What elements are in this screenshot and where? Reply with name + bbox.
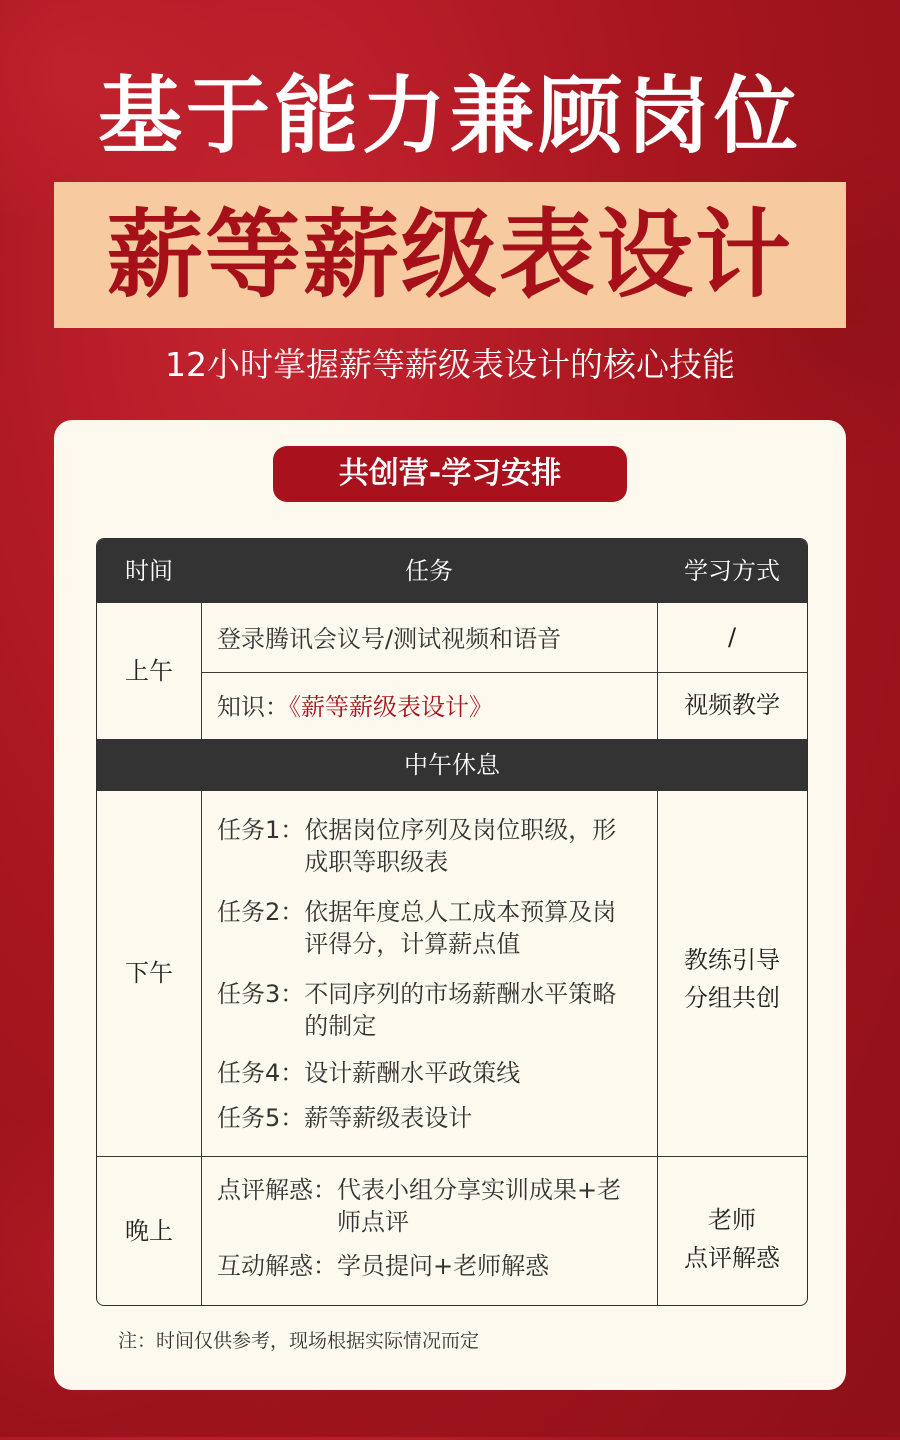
mode-cell: / bbox=[727, 623, 737, 651]
mode-cell: 视频教学 bbox=[684, 691, 780, 719]
table-header bbox=[97, 539, 807, 603]
task-text: 设计薪酬水平政策线 bbox=[304, 1059, 521, 1087]
main-title-highlight: 薪等薪级表设计 bbox=[107, 199, 793, 311]
time-evening: 晚上 bbox=[125, 1217, 173, 1245]
task-label: 任务5： bbox=[217, 1104, 305, 1132]
col-header-time: 时间 bbox=[125, 557, 173, 585]
task-text: 不同序列的市场薪酬水平策略的制定 bbox=[304, 980, 617, 1040]
task-item bbox=[217, 978, 634, 1042]
mode-cell bbox=[657, 1201, 807, 1277]
task-label: 任务4： bbox=[217, 1059, 305, 1087]
mode-line: 老师 bbox=[708, 1206, 756, 1234]
mode-line: 分组共创 bbox=[684, 984, 780, 1012]
task-label: 知识： bbox=[217, 693, 289, 721]
task-label: 点评解惑： bbox=[217, 1176, 337, 1204]
mode-line: 教练引导 bbox=[684, 946, 780, 974]
section-badge: 共创营-学习安排 bbox=[273, 446, 627, 502]
time-afternoon: 下午 bbox=[125, 959, 173, 987]
task-row: 登录腾讯会议号/测试视频和语音 bbox=[217, 625, 562, 653]
task-highlight: 《薪等薪级表设计》 bbox=[289, 693, 493, 721]
task-item bbox=[217, 814, 634, 878]
col-header-mode: 学习方式 bbox=[684, 557, 780, 585]
task-item bbox=[217, 1250, 549, 1282]
main-title: 基于能力兼顾岗位 bbox=[97, 67, 802, 165]
divider bbox=[201, 603, 202, 739]
divider bbox=[201, 791, 202, 1306]
task-label: 任务2： bbox=[217, 898, 305, 926]
task-label: 互动解惑： bbox=[217, 1252, 337, 1280]
divider bbox=[97, 1156, 808, 1157]
task-label: 任务3： bbox=[217, 980, 305, 1008]
task-text: 依据岗位序列及岗位职级，形成职等职级表 bbox=[304, 816, 617, 876]
task-item bbox=[217, 1057, 520, 1089]
task-text: 学员提问+老师解惑 bbox=[337, 1252, 550, 1280]
schedule-card bbox=[54, 420, 846, 1390]
schedule-table bbox=[96, 538, 808, 1306]
col-header-task: 任务 bbox=[405, 557, 453, 585]
task-item bbox=[217, 1174, 627, 1238]
task-text: 薪等薪级表设计 bbox=[304, 1104, 473, 1132]
mode-line: 点评解惑 bbox=[684, 1244, 780, 1272]
task-label: 任务1： bbox=[217, 816, 305, 844]
task-item bbox=[217, 1102, 472, 1134]
subtitle: 12小时掌握薪等薪级表设计的核心技能 bbox=[165, 345, 735, 384]
mode-cell bbox=[657, 941, 807, 1017]
task-item bbox=[217, 896, 634, 960]
title-banner bbox=[54, 182, 846, 328]
task-text: 代表小组分享实训成果+老师点评 bbox=[337, 1176, 622, 1236]
task-text: 依据年度总人工成本预算及岗评得分，计算薪点值 bbox=[304, 898, 617, 958]
footnote: 注：时间仅供参考，现场根据实际情况而定 bbox=[118, 1330, 480, 1352]
task-row bbox=[217, 691, 493, 723]
lunch-break-row: 中午休息 bbox=[97, 739, 807, 791]
time-morning: 上午 bbox=[125, 657, 173, 685]
